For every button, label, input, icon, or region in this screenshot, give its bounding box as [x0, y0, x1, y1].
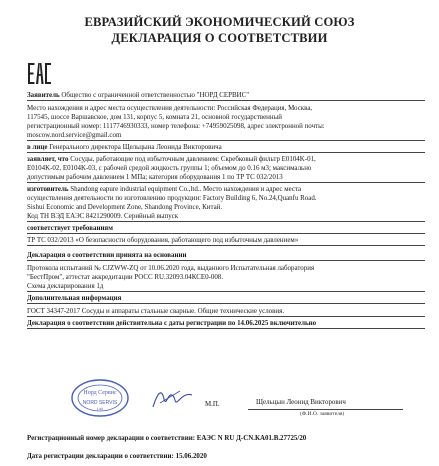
- divider: [27, 152, 425, 153]
- additional-text: ГОСТ 34347-2017 Сосуды и аппараты стальные сварные. Общие технические условия.: [27, 307, 285, 315]
- svg-text:Ltd: Ltd: [97, 406, 103, 411]
- manufacturer-line-4: Код ТН ВЭД ЕАЭС 8421290009. Серийный выпуск: [27, 212, 179, 220]
- manufacturer-label: изготовитель: [27, 185, 69, 193]
- registration-number: Регистрационный номер декларации о соответствии: ЕАЭС N RU Д-CN.КА01.В.27725/20: [27, 434, 307, 442]
- divider: [27, 100, 425, 101]
- basis-line-2: "БестПром", аттестат аккредитации РОСС RU.32093.04КСЕ0-008.: [27, 273, 224, 281]
- svg-text:NORD SERVIS: NORD SERVIS: [82, 400, 118, 406]
- director-label: в лице: [27, 143, 48, 151]
- mp-label: М.П.: [205, 400, 220, 408]
- registration-date: Дата регистрации декларации о соответствии: 15.06.2020: [27, 452, 207, 460]
- declares-row: [27, 155, 425, 164]
- divider: [27, 291, 425, 292]
- divider: [27, 260, 425, 261]
- divider: [27, 140, 425, 141]
- address-line-4: moscow.nord.service@gmail.com: [27, 131, 122, 139]
- validity-text: Декларация о соответствии действительна с даты регистрации по 14.06.2025 включительно: [27, 319, 317, 327]
- eac-mark-icon: [27, 61, 52, 86]
- divider: [27, 233, 425, 234]
- applicant-name: Общество с ограниченной ответственностью "НОРД СЕРВИС": [61, 91, 250, 99]
- basis-line-3: Схема декларирования 1д: [27, 282, 104, 290]
- divider: [27, 182, 425, 183]
- address-line-1: Место нахождения и адрес места осуществления деятельности: Российская Федерация, Москва,: [27, 104, 313, 112]
- company-stamp-icon: [70, 378, 130, 418]
- product-line-2: E0104K-02, E0104K-03, с рабочей средой жидкость группы 1; объемом до 0.16 м3; максимально: [27, 164, 312, 172]
- basis-line-1: Протокола испытаний № CJZWW-ZQ от 10.06.2020 года, выданного Испытательная лаборатория: [27, 264, 315, 272]
- address-line-3: регистрационный номер: 1117746930333, номер телефона: +74959025098, адрес электронной почты:: [27, 122, 325, 130]
- additional-label: Дополнительная информация: [27, 294, 122, 302]
- requirements-text: ТР ТС 032/2013 «О безопасности оборудования, работающего под избыточным давлением»: [27, 236, 299, 244]
- divider: [27, 245, 425, 246]
- basis-label: Декларация о соответствии принята на основании: [27, 251, 187, 259]
- document-title: ДЕКЛАРАЦИЯ О СООТВЕТСТВИИ: [111, 31, 328, 45]
- manufacturer-line-2: осуществления деятельности по изготовлению продукции: Factory Building 6, No.24,Quanfu Road.: [27, 194, 317, 202]
- director-name: Генерального директора Щельцына Леонида Викторовича: [49, 143, 222, 151]
- signature-icon: [150, 385, 195, 413]
- address-line-2: 117545, шоссе Варшавское, дом 131, корпус 5, комната 21, основной государственный: [27, 113, 282, 121]
- divider: [27, 328, 425, 329]
- manufacturer-row: [27, 185, 425, 194]
- fio-caption: (Ф.И.О. заявителя): [300, 411, 345, 417]
- union-title: ЕВРАЗИЙСКИЙ ЭКОНОМИЧЕСКИЙ СОЮЗ: [84, 15, 355, 29]
- applicant-row: [27, 91, 425, 100]
- product-line-3: допустимым рабочим давлением 1 МПа; категория оборудования 1 по ТР ТС 032/2013: [27, 173, 283, 181]
- signature-line: [248, 409, 403, 410]
- applicant-label: Заявитель: [27, 91, 60, 99]
- declares-label: заявляет, что: [27, 155, 69, 163]
- requirements-label: соответствует требованиям: [27, 224, 113, 232]
- svg-text:Норд Сервис: Норд Сервис: [83, 390, 117, 396]
- divider: [27, 316, 425, 317]
- divider: [27, 221, 425, 222]
- signatory-name: Щельцын Леонид Викторович: [256, 398, 346, 406]
- product-line-1: Сосуды, работающие под избыточным давлением: Скребковый фильтр E0104K-01,: [70, 155, 316, 163]
- manufacturer-line-3: Sishui Economic and Development Zone, Shandong Province, Китай.: [27, 203, 223, 211]
- director-row: [27, 143, 425, 152]
- manufacturer-line-1: Shandong eapure industrial equipment Co.,ltd.. Место нахождения и адрес места: [70, 185, 302, 193]
- divider: [27, 303, 425, 304]
